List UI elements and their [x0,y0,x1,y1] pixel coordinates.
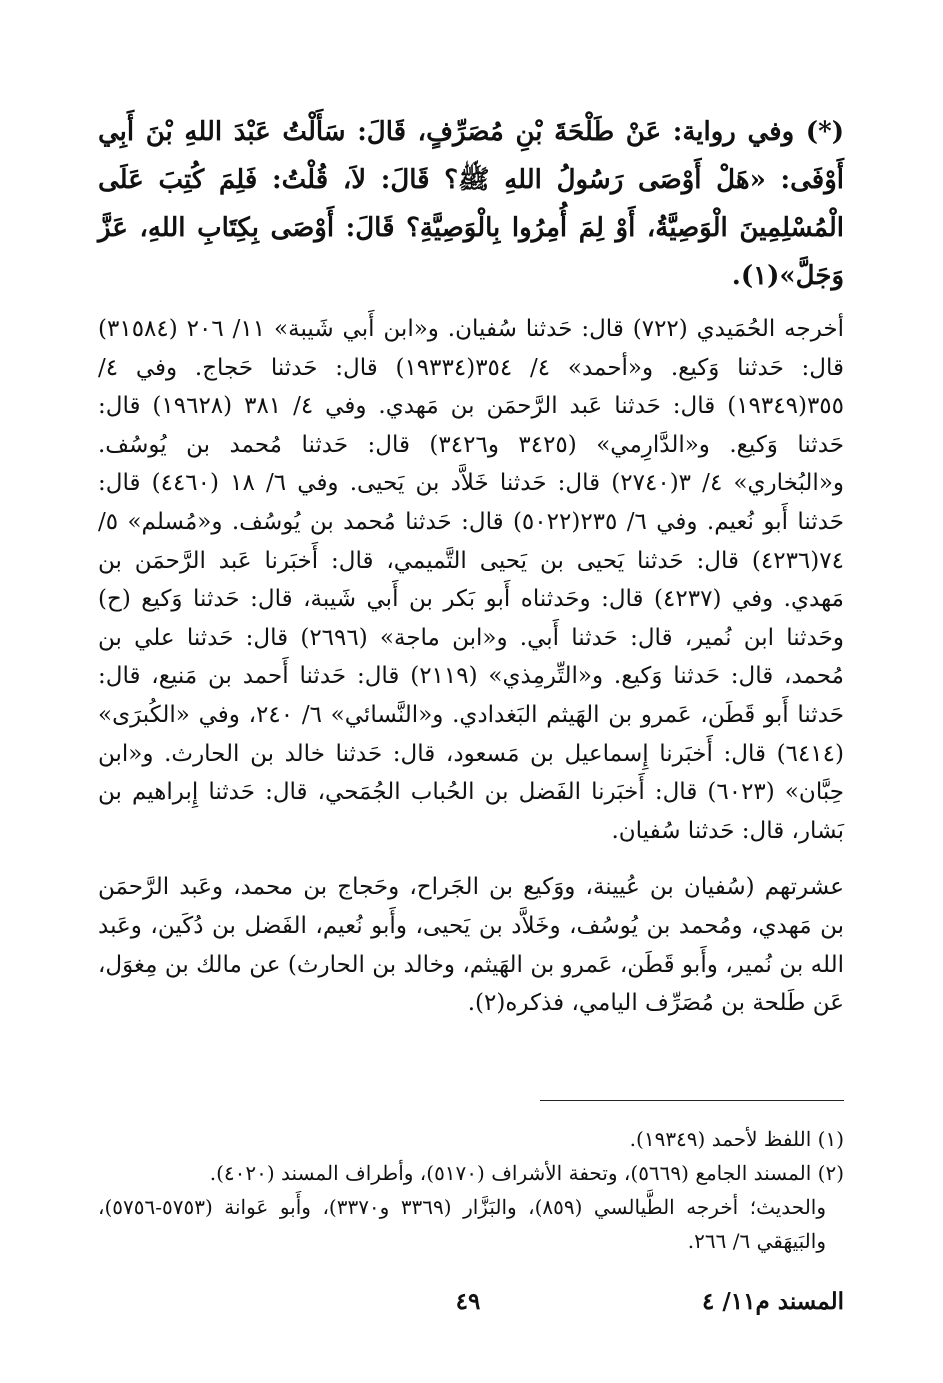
footnote-separator [540,1100,844,1101]
summary-paragraph: عشرتهم (سُفيان بن عُيينة، ووَكيع بن الجَراح، وحَجاج بن محمد، وعَبد الرَّحمَن بن مَهدي، ومُحمد بن يُوسُف، وخَلاَّد بن يَحيى، وأَبو نُعيم، الفَضل بن دُكَين، وعَبد الله بن نُمير، وأَبو قَطَن، عَمرو بن الهَيثم، وخالد بن الحارث) عن مالك بن مِغوَل، عَن طَلحة بن مُصَرِّف اليامي، فذكره(٢). [98,874,844,1017]
volume-mark: المسند م١١/ ٤ [702,1288,844,1315]
footnote-1: (١) اللفظ لأحمد (١٩٣٤٩). [629,1127,844,1151]
hadith-text: (*) وفي رواية: عَنْ طَلْحَةَ بْنِ مُصَرِّفٍ، قَالَ: سَأَلْتُ عَبْدَ اللهِ بْنَ أَبِي أَوْفَى: «هَلْ أَوْصَى رَسُولُ اللهِ ﷺ؟ قَالَ: لاَ، قُلْتُ: فَلِمَ كُتِبَ عَلَى الْمُسْلِمِينَ الْوَصِيَّةُ، أَوْ لِمَ أُمِرُوا بِالْوَصِيَّةِ؟ قَالَ: أَوْصَى بِكِتَابِ اللهِ، عَزَّ وَجَلَّ»(١). [98,117,844,291]
footnote-2-continuation: والحديث؛ أخرجه الطَّيالسي (٨٥٩)، والبَزَّار (٣٣٦٩ و٣٣٧٠)، وأَبو عَوانة (٥٧٥٣-٥٧٥٦)، والبَيهَقي ٦/ ٢٦٦. [98,1195,826,1253]
footnote-2: (٢) المسند الجامع (٥٦٦٩)، وتحفة الأشراف (٥١٧٠)، وأطراف المسند (٤٠٢٠). [209,1161,844,1185]
page-footer [98,1288,844,1328]
footnotes [98,1122,844,1258]
page-number: ٤٩ [455,1288,481,1315]
takhrij-paragraph: أخرجه الحُمَيدي (٧٢٢) قال: حَدثنا سُفيان. و«ابن أَبي شَيبة» ١١/ ٢٠٦ (٣١٥٨٤) قال: حَدثنا وَكيع. و«أحمد» ٤/ ٣٥٤(١٩٣٣٤) قال: حَدثنا حَجاج. وفي ٤/ ٣٥٥(١٩٣٤٩) قال: حَدثنا عَبد الرَّحمَن بن مَهدي. وفي ٤/ ٣٨١ (١٩٦٢٨) قال: حَدثنا وَكيع. و«الدَّارِمي» (٣٤٢٥ و٣٤٢٦) قال: حَدثنا مُحمد بن يُوسُف. و«البُخاري» ٤/ ٣(٢٧٤٠) قال: حَدثنا خَلاَّد بن يَحيى. وفي ٦/ ١٨ (٤٤٦٠) قال: حَدثنا أَبو نُعيم. وفي ٦/ ٢٣٥(٥٠٢٢) قال: حَدثنا مُحمد بن يُوسُف. و«مُسلم» ٥/ ٧٤(٤٢٣٦) قال: حَدثنا يَحيى بن يَحيى التَّميمي، قال: أَخبَرنا عَبد الرَّحمَن بن مَهدي. وفي (٤٢٣٧) قال: وحَدثناه أَبو بَكر بن أَبي شَيبة، قال: حَدثنا وَكيع (ح) وحَدثنا ابن نُمير، قال: حَدثنا أَبي. و«ابن ماجة» (٢٦٩٦) قال: حَدثنا علي بن مُحمد، قال: حَدثنا وَكيع. و«التِّرمِذي» (٢١١٩) قال: حَدثنا أَحمد بن مَنيع، قال: حَدثنا أَبو قَطَن، عَمرو بن الهَيثم البَغدادي. و«النَّسائي» ٦/ ٢٤٠، وفي «الكُبرَى» (٦٤١٤) قال: أَخبَرنا إِسماعيل بن مَسعود، قال: حَدثنا خالد بن الحارث. و«ابن حِبَّان» (٦٠٢٣) قال: أَخبَرنا الفَضل بن الحُباب الجُمَحي، قال: حَدثنا إِبراهيم بن بَشار، قال: حَدثنا سُفيان. [98,316,845,844]
page-body [98,108,844,1023]
